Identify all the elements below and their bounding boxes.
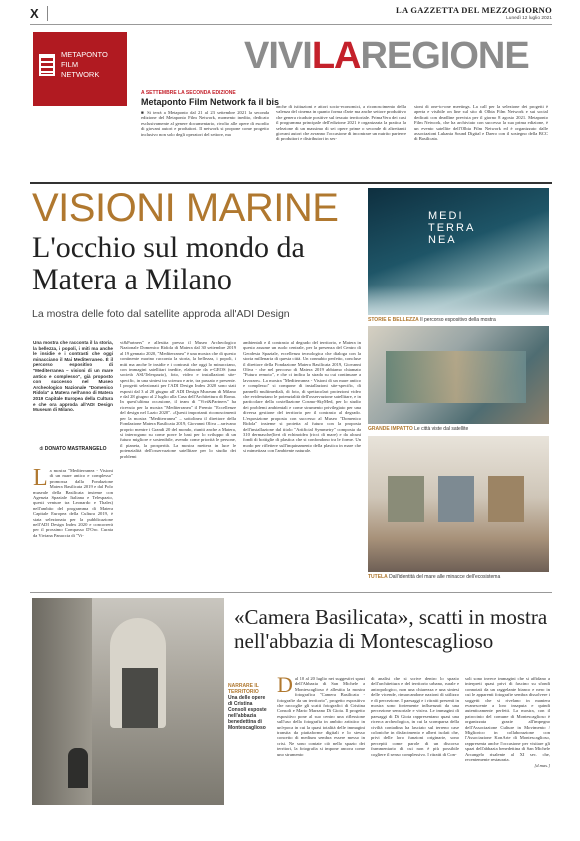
photo-text-1: MEDI <box>428 210 464 222</box>
main-dropcap: L <box>33 465 48 491</box>
page-number: X <box>30 6 48 21</box>
byline-prefix: di <box>39 446 44 452</box>
logo-line-3: NETWORK <box>61 70 100 79</box>
section-title <box>244 36 529 76</box>
main-text-1: a mostra "Mediterranea - Visioni di un mare antico e complesso" promossa dalla Fondazione Matera Basilicata 2019 e dal Polo museale della Basilicata insieme con Agenzia Spaziale Italiana e Telespazio, questi venture tra Leonardo e Thales) nell'ambito del programma di Matera Capitale Europea della Cultura 2019, è stata selezionata per la pubblicazione nell'ADI Design Index 2020 e concorrerà per il prossimo Compasso D'Oro. Curata da Viviana Panaccia di "Vi- <box>33 468 113 538</box>
sidebar-kicker: A SETTEMBRE LA SECONDA EDIZIONE <box>141 90 236 96</box>
photo-text-3: NEA <box>428 234 457 246</box>
abbey-caption-label: NARRARE IL TERRITORIO <box>228 683 259 695</box>
main-subhead: La mostra delle foto dal satellite approda all'ADI Design <box>32 308 290 320</box>
main-headline: L'occhio sul mondo da Matera a Milano <box>32 231 305 296</box>
abbey-photo <box>32 598 224 805</box>
sidebar-text-2: anche di istituzioni e attori socio-economici, a riconoscimento della valenza del cinema in quanto forma d'arte ma anche settore produttivo che genera ricadute positive sul tessuto territoriale. PrimaVera dei casi il programma principale dell'edizione 2021 è organizzata la pratica la selezione di un massimo di sei opere prime o seconde di altrettanti giovani autori che avranno l'occasione di incontrare un nutrito parterre di produttori e distributori in ses- <box>276 104 406 142</box>
section-title-accent: LA <box>311 35 361 77</box>
caption-1 <box>368 317 550 323</box>
byline <box>33 446 113 452</box>
caption-1-label: STORIE E BELLEZZA <box>368 317 419 323</box>
divider <box>30 182 552 184</box>
abbey-caption-text: Una delle opere di Cristina Consoli esposte nell'abbazia benedettina di Montescaglioso <box>228 695 267 731</box>
logo-line-1: METAPONTO <box>61 50 108 59</box>
exhibition-photo-3 <box>368 436 549 572</box>
main-kicker: VISIONI MARINE <box>32 186 339 230</box>
logo-line-2: FILM <box>61 60 79 69</box>
exhibition-photo-1 <box>368 188 549 315</box>
caption-2 <box>368 426 550 432</box>
issue-date: Lunedì 12 luglio 2021 <box>506 16 552 21</box>
caption-2-label: GRANDE IMPATTO <box>368 426 413 432</box>
caption-1-text: Il percorso espositivo della mostra <box>420 317 496 323</box>
photo-text-2: TERRA <box>428 222 476 234</box>
lede-text: Una mostra che racconta il la storia, la bellezza, i popoli, i miti ma anche le insidie e i contrasti che oggi minacciano il Mai Mediterraneo. È il percorso espositivo di "Mediterranea – visioni di un mare antico e complesso", già proposto con successo nel Museo Archeologico Nazionale "Domenico Ridola" a Matera nell'anno di Matera 2019 Capitale Europea della Cultura e che ora approda all'ADI Design Museum di Milano. <box>33 340 113 413</box>
sidebar-title: Metaponto Film Network fa il bis <box>141 97 280 107</box>
header-rule <box>30 24 552 25</box>
exhibition-photo-2 <box>368 326 549 424</box>
sidebar-col-1 <box>141 110 269 137</box>
second-text-2: di analisi che si scrive dentro lo spazio dell'architettura e del territorio urbano, rurale e antropologico, non una chiarezza e una sintesi delle vicende, rimarcandone nazioni di utilizzo e di percezione. I paesaggi e i ritratti presenti in mostra sono fortemente influenzati da una percezione sensoriale e visiva. Le immagini di paesaggi di Di Gioia rappresentano quasi una ricerca archeologica, in cui la scomparsa della civiltà contadina ha lasciato sul terreno case coloniche in disfacimento e alberi isolati che, privi delle loro funzioni originarie, sono percepiti come parole di un discorso frammentario di cui non è più possibile cogliere il senso complessivo. I ritratti di Con- <box>371 676 459 757</box>
main-col-2 <box>120 340 236 459</box>
main-col-1 <box>33 465 113 538</box>
second-text-3: soli sono invece immagini che si affidano a interpreti quasi privi di fascino su sfondi connotati da un raggelante bianco e nero in cui le apparenti fotografie sembra dissolvere i soggetti che si rivelano in maniera evanescente a loro insaputa e quindi autenticamente perfetti. La mostra, con il patrocinio del comune di Montescaglioso è organizzata grazie all'impegno dell'Associazione Culture in Movimento / Migliorico in collaborazione con l'Associazione KonArte di Montescaglioso, rappresenta anche l'occasione per visitare gli spazi dell'abbazia benedettina di San Michele Arcangelo risalente al XI sec. che, recentemente restaurata. <box>465 676 550 763</box>
sidebar-col-3 <box>414 104 548 142</box>
caption-3-text: Dall'identità del mare alle minacce dell'ecosistema <box>389 574 501 580</box>
sidebar-text-3: sioni di one-to-one meetings. La call per la selezione dei progetti è aperta e visibile on line sul sito di Olbia Film Network e sui social dedicati con deadline prevista per il giorno 8 agosto 2021. Metaponto Film Network, che ha archiviato con successo la sua prima edizione, è un evento satellite dell'Olbia Film Network ed è organizzato dalle associazioni Lukania Sound Digital e Daero con il sostegno della BCC di Basilicata. <box>414 104 548 142</box>
second-col-2 <box>371 676 459 757</box>
section-title-text: VIVILAREGIONE <box>244 35 529 77</box>
second-headline: «Camera Basilicata», scatti in mostra nell'abbazia di Montescaglioso <box>234 605 548 653</box>
sidebar-col-2 <box>276 104 406 142</box>
caption-3 <box>368 574 550 580</box>
caption-2-text: Le città viste dal satellite <box>414 426 469 432</box>
newspaper-name: LA GAZZETTA DEL MEZZOGIORNO <box>395 5 552 15</box>
second-col-3 <box>465 676 550 768</box>
caption-3-label: TUTELA <box>368 574 388 580</box>
sidebar-text-1: ■ Si terrà a Metaponto dal 21 al 23 settembre 2021 la seconda edizione del Metaponto Film Network, momento inedito, dedicato esclusivamente al genere documentario, rivolto alle opere di esordio di giovani autori e produttori. Il network si propone come progetto inclusivo non solo degli operatori del settore, ma <box>141 110 269 137</box>
main-text-3: ambientali e il contrasto al degrado del territorio, e Matera in questo assume un ruolo centrale, per la presenza del Centro di Geodesia Spaziale, eccellenza tecnologica che dialoga con la storia millenaria di questa città. Un connubio perfetto, concluse il direttore della Fondazione Matera Basilicata 2019, Giovanni Oliva - che nel percorso di Matera 2019 abbiamo chiamato "Futuro remoto", e che ci indica la strada su cui continuare a lavorare». La mostra "Mediterranea - Visioni di un mare antico e complesso" si compone di installazioni site-specific, di pannelli multimediali, di foto, di spettacolari proiezioni video che evidenziano le potenzialità dell'osservazione satellitare, e in particolare della costellazione Cosmo-SkyMed, per lo studio dei problemi ambientali e come strumento privilegiato per una diversa gestione del territorio per il contrasto al degrado. L'esposizione proposta con successo al Museo "Domenico Ridola" insieme si proietta al futuro con la proposta dell'installazione dal titolo "Artificial Symmetry" composta da 310 dermasche(lieri di echinoidea (ricci di mare) e da alcuni fondi di bottiglie di plastica che si confondono tra le forme. Un modo per riflettere sull'inquinamento della plastica in mare che si mimetizza con l'ambiente naturale. <box>243 340 361 454</box>
second-col-1 <box>277 672 365 757</box>
abbey-caption <box>228 683 270 731</box>
main-col-3 <box>243 340 361 454</box>
metaponto-logo <box>33 32 127 106</box>
film-strip-icon <box>39 54 55 76</box>
main-lede <box>33 340 113 413</box>
main-text-2: vi&Partners" e allestita presso il Museo Archeologico Nazionale Domenico Ridola di Matera dal 30 settembre 2019 al 19 gennaio 2020, "Mediterranea" è una mostra che di questo continente marino racconta la storia, la bellezza, i popoli, i miti ma anche le insidie e i contrasti che oggi lo minacciano, con immagini satellitari inedite, elaborate da e-GEOS (una società ASI/Telespazio), foto, video e installazioni site-specific, in una sintesi tra scienza e arte, tra passato e presente. I progetti selezionati per l'ADI Design Index 2020 sono stati esposti dal 3 al 20 giugno all' ADI Design Museum di Milano e dal 28 giugno al 2 luglio alla Casa dell'Architettura di Roma. In quest'ultima occasione, il team di "Vivi&Partners" ha ricevuto per la mostra "Mediterranea" il Premio "Eccellenze del design nel Lazio 2020". «Questi importanti riconoscimenti per la mostra "Mediterranea" – sottolinea il direttore della Fondazione Matera Basilicata 2019, Giovanni Oliva – arrivano proprio mentre i Grandi 20 del mondo, riuniti anche a Matera, si interrogano su come porre le basi per lo sviluppo di un futuro migliore e sostenibile, avendo come priorità le persone, il pianeta, la prosperità. La mostra mettera in luce le potenzialità dell'osservazione satellitare per lo studio dei problemi <box>120 340 236 459</box>
second-signoff: [d.mas.] <box>534 762 550 768</box>
divider-2 <box>30 592 552 593</box>
byline-name: DONATO MASTRANGELO <box>44 446 107 452</box>
second-dropcap: D <box>277 672 293 697</box>
second-text-1: al 10 al 20 luglio nei suggestivi spazi dell'Abbazia di San Michele a Montescaglioso è allestita la mostra fotografica "Camera Basilicata - fotografie da un territorio", progetto espositivo che raccoglie gli scatti fotografici di Cristina Consoli e Mario Marzano Di Gioia. Il progetto espositivo pone al suo centro una riflessione sull'uso della fotografia in ambito artistico in un'epoca in cui la quasi totalità delle immagini transita da piattaforme digitali e lo stesso concetto di medium sembra essere messo in crisi. Ne sono contate ciò nello spazio dei territori, la fotografia si impone ancora come uno strumento <box>277 676 365 757</box>
